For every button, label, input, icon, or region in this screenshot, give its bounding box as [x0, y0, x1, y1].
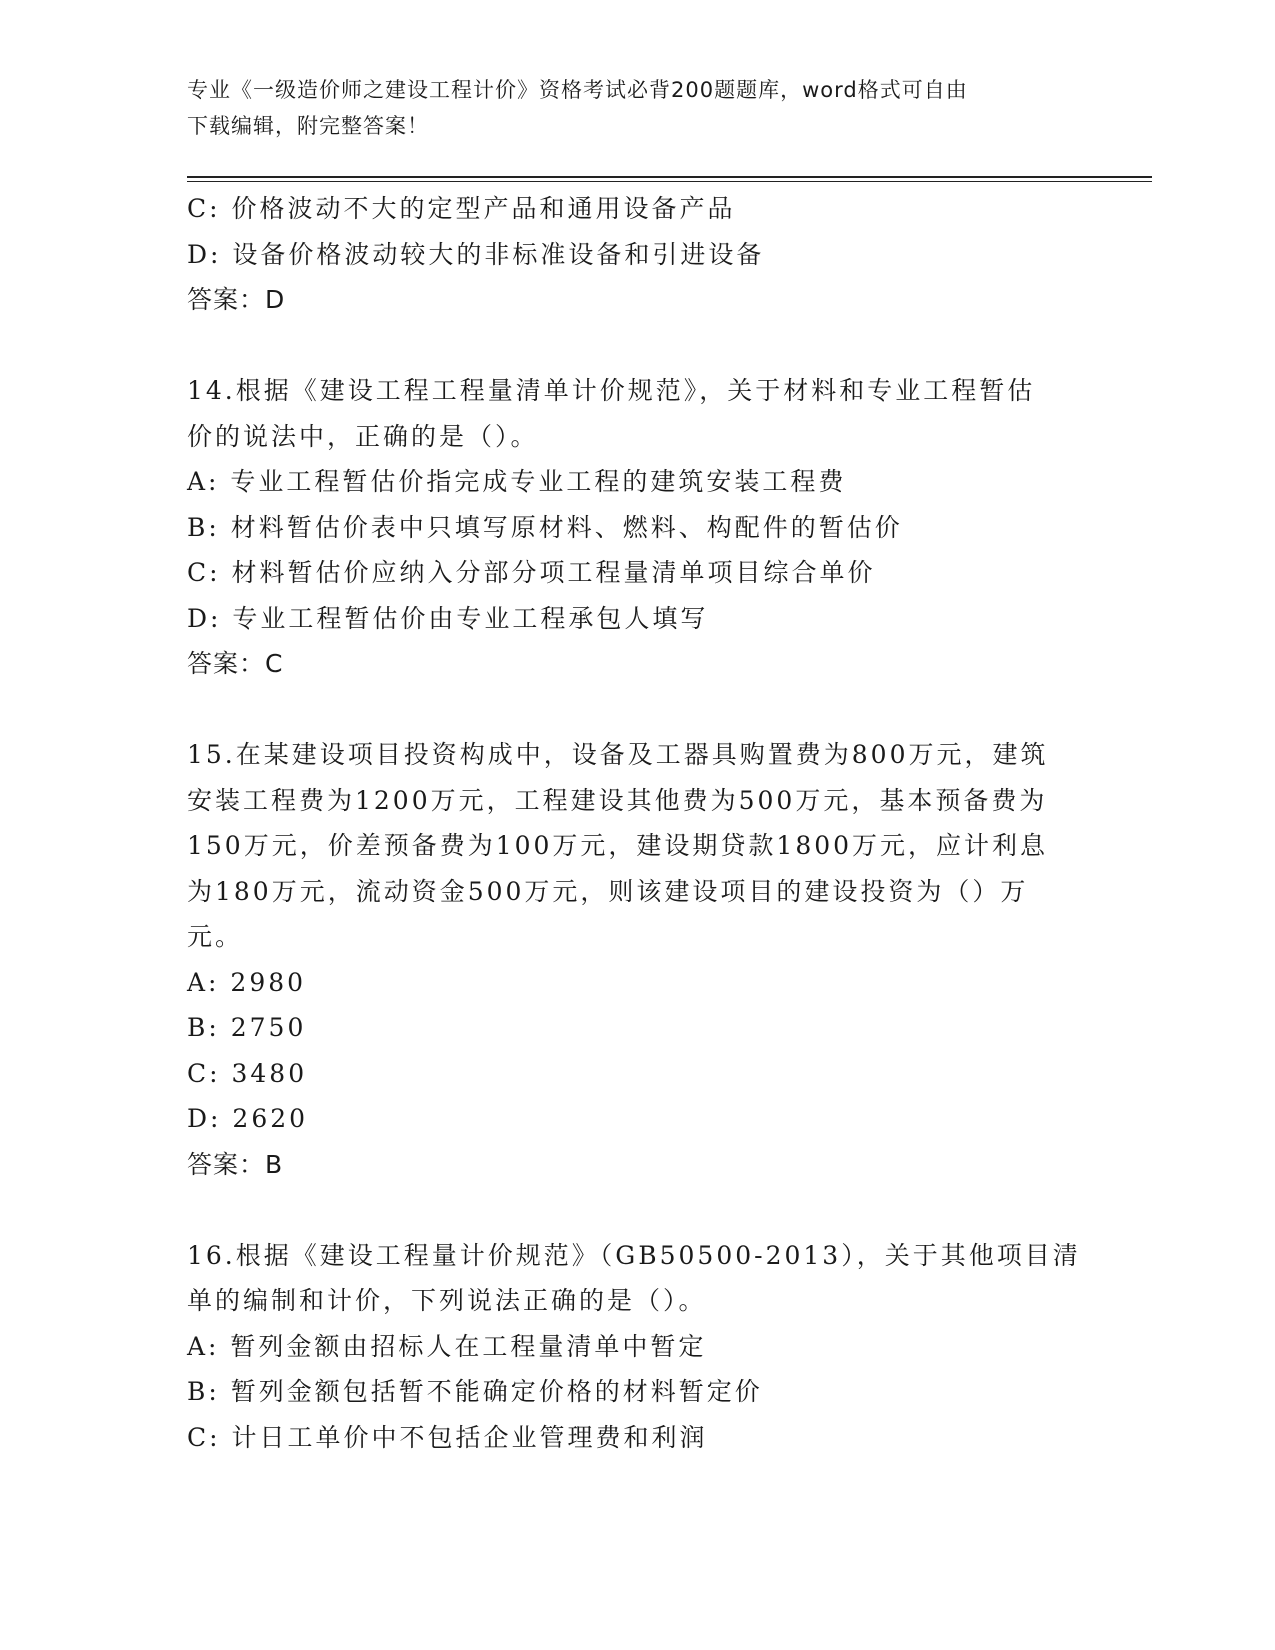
spacer: [187, 323, 1092, 369]
option-d: D: 2620: [187, 1104, 309, 1133]
option-c: C: 3480: [187, 1058, 308, 1088]
header-line-1: 专业《一级造价师之建设工程计价》资格考试必背200题题库，word格式可自由: [187, 78, 968, 102]
option-a: A: 暂列金额由招标人在工程量清单中暂定: [187, 1331, 707, 1361]
question-text-line: 为180万元，流动资金500万元，则该建设项目的建设投资为（）万: [187, 876, 1029, 906]
question-text-line: 15.在某建设项目投资构成中，设备及工器具购置费为800万元，建筑: [187, 740, 1049, 769]
question-13-tail: [187, 186, 1092, 323]
option-d: D: 设备价格波动较大的非标准设备和引进设备: [187, 239, 765, 269]
question-15: [187, 732, 1092, 1187]
answer: 答案：C: [187, 649, 284, 678]
option-b: B: 2750: [187, 1013, 307, 1042]
question-text-line: 14.根据《建设工程工程量清单计价规范》，关于材料和专业工程暂估: [187, 376, 1036, 405]
answer: 答案：D: [187, 285, 286, 314]
answer: 答案：B: [187, 1149, 284, 1179]
header-line-2: 下载编辑，附完整答案！: [187, 114, 429, 138]
question-text-line: 价的说法中，正确的是（）。: [187, 421, 539, 451]
question-text-line: 安装工程费为1200万元，工程建设其他费为500万元，基本预备费为: [187, 785, 1048, 815]
question-text-line: 16.根据《建设工程量计价规范》（GB50500-2013），关于其他项目清: [187, 1240, 1081, 1270]
question-14: [187, 368, 1092, 687]
document-header: [187, 72, 1087, 144]
document-body: [187, 186, 1092, 1460]
option-a: A: 专业工程暂估价指完成专业工程的建筑安装工程费: [187, 467, 847, 496]
spacer: [187, 687, 1092, 733]
spacer: [187, 1187, 1092, 1233]
question-text-line: 元。: [187, 922, 244, 951]
header-divider-thick: [187, 176, 1152, 178]
option-c: C: 材料暂估价应纳入分部分项工程量清单项目综合单价: [187, 558, 876, 587]
option-b: B: 暂列金额包括暂不能确定价格的材料暂定价: [187, 1377, 763, 1406]
option-b: B: 材料暂估价表中只填写原材料、燃料、构配件的暂估价: [187, 512, 903, 542]
header-divider-thin: [187, 181, 1152, 182]
option-a: A: 2980: [187, 967, 307, 997]
question-text-line: 150万元，价差预备费为100万元，建设期贷款1800万元，应计利息: [187, 831, 1049, 860]
question-text-line: 单的编制和计价，下列说法正确的是（）。: [187, 1286, 707, 1315]
question-16: [187, 1233, 1092, 1461]
option-c: C: 计日工单价中不包括企业管理费和利润: [187, 1422, 708, 1452]
option-c: C: 价格波动不大的定型产品和通用设备产品: [187, 194, 736, 223]
option-d: D: 专业工程暂估价由专业工程承包人填写: [187, 603, 709, 633]
